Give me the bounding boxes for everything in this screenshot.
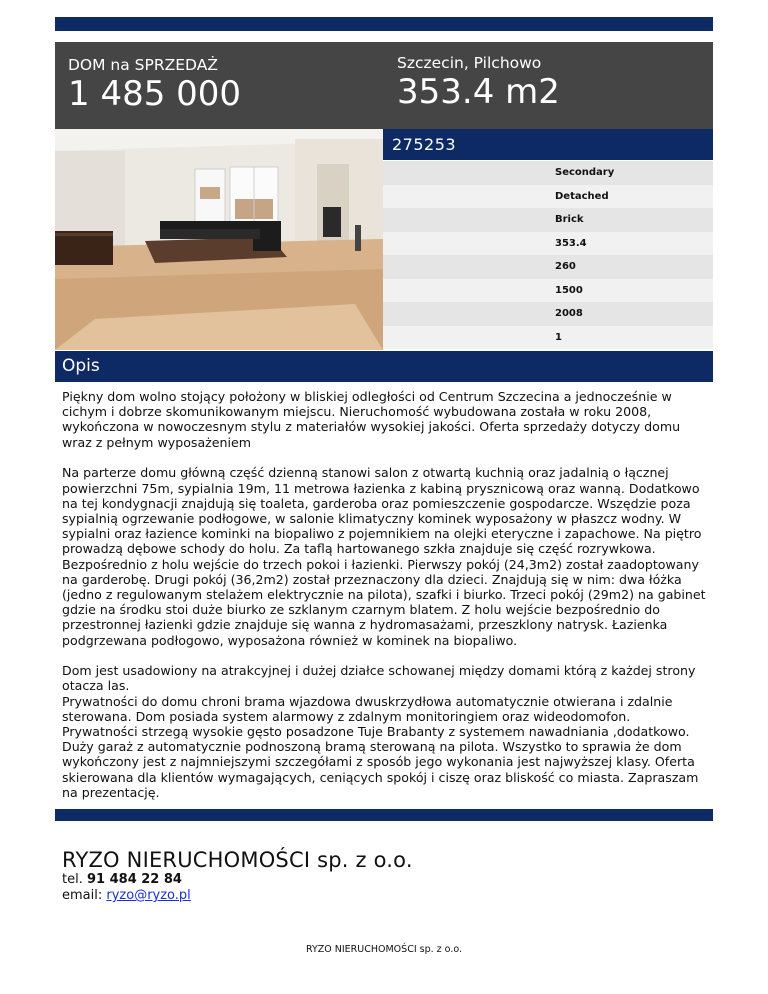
property-row (383, 302, 713, 326)
email-link[interactable]: ryzo@ryzo.pl (106, 888, 191, 903)
phone-label: tel. (62, 872, 83, 887)
property-row (383, 255, 713, 279)
agency-contact (62, 872, 191, 904)
listing-id-bar (383, 129, 713, 160)
page-footer: RYZO NIERUCHOMOŚCI sp. z o.o. (305, 944, 463, 955)
listing-header (55, 42, 713, 129)
property-type-label: DOM na SPRZEDAŻ (68, 56, 218, 74)
area: 353.4 m2 (397, 72, 560, 112)
listing-id: 275253 (392, 135, 457, 154)
agency-name: RYZO NIERUCHOMOŚCI sp. z o.o. (62, 848, 413, 872)
price-block (68, 56, 241, 114)
section-title-bar (55, 351, 713, 382)
property-value: Detached (555, 190, 609, 202)
property-row (383, 232, 713, 256)
email-label: email: (62, 888, 103, 903)
description-paragraph: Piękny dom wolno stojący położony w bliskiej odległości od Centrum Szczecina a jednocześnie w cichym i dobrze skomunikowanym miejscu. Nieruchomość wybudowana została w roku 2008, wykończona w nowoczesnym stylu z materiałów wysokiej jakości. Oferta sprzedaży dotyczy domu wraz z pełnym wyposażeniem (62, 389, 681, 450)
property-value: Secondary (555, 167, 615, 178)
property-photo (55, 129, 383, 350)
location: Szczecin, Pilchowo (397, 54, 542, 72)
phone-number: 91 484 22 84 (86, 872, 182, 887)
description-paragraph: Na parterze domu główną część dzienną stanowi salon z otwartą kuchnią oraz jadalnią o łącznej powierzchni 75m, sypialnia 19m, 11 metrowa łazienka z kabiną prysznicową oraz wanną. Dodatkowo na tej kondygnacji znajdują się toaleta, garderoba oraz pomieszczenie gospodarcze. Wszędzie poza sypialnią ogrzewanie podłogowe, w salonie klimatyczny kominek wyposażony w płaszcz wodny. W sypialni oraz łazience kominki na biopaliwo z pojemnikiem na olejki eteryczne i zapachowe. Na piętro prowadzą dębowe schody do holu. Za taflą hartowanego szkła znajduje się część rozrywkowa. Bezpośrednio z holu wejście do trzech pokoi i łazienki. Pierwszy pokój (24,3m2) został zaadoptowany na garderobę. Drugi pokój (36,2m2) został przeznaczony dla dzieci. Znajdują się w nim: dwa łóżka (jedno z regulowanym stelażem elektrycznie na pilota), szafki i biurko. Trzeci pokój (29m2) na gabinet gdzie na środku stoi duże biurko ze szklanym czarnym blatem. Z holu wejście bezpośrednio do przestronnej łazienki gdzie znajduje się wanna z hydromasażami, przeszklony natrysk. Łazienka podgrzewana podłogowo, wyposażona również w kominek na biopaliwo. (62, 465, 706, 648)
property-row (383, 279, 713, 303)
location-block (397, 54, 560, 112)
property-value: 260 (555, 261, 576, 272)
property-row (383, 208, 713, 232)
property-value: 353.4 (555, 237, 587, 249)
bottom-accent-bar (55, 809, 713, 821)
price: 1 485 000 (68, 74, 242, 114)
description-paragraph: Dom jest usadowiony na atrakcyjnej i dużej działce schowanej między domami którą z każdej strony otacza las. Prywatności do domu chroni brama wjazdowa dwuskrzydłowa automatycznie otwierana i zdalnie sterowana. Dom posiada system alarmowy z zdalnym monitoringiem oraz wideodomofon. Prywatności strzegą wysokie gęsto posadzone Tuje Brabanty z systemem nawadniania ,dodatkowo. Duży garaż z automatycznie podnoszoną bramą sterowaną na pilota. Wszystko to sprawia że dom wykończony jest z najmniejszymi szczegółami z sposób jego wykonania jest najwyższej klasy. Oferta skierowana dla klientów wymagających, ceniących spokój i ciszę oraz bliskość co miasta. Zapraszam na prezentację. (62, 663, 699, 800)
top-accent-bar (55, 17, 713, 31)
property-row (383, 326, 713, 350)
property-row (383, 161, 713, 185)
email-line (62, 888, 191, 904)
description (62, 389, 708, 816)
section-title: Opis (62, 356, 100, 376)
phone-line (62, 872, 191, 888)
property-value: 1 (555, 331, 562, 343)
property-value: Brick (555, 214, 584, 225)
property-row (383, 185, 713, 209)
property-details-table (383, 161, 713, 349)
property-value: 2008 (555, 308, 583, 319)
property-value: 1500 (555, 284, 583, 296)
